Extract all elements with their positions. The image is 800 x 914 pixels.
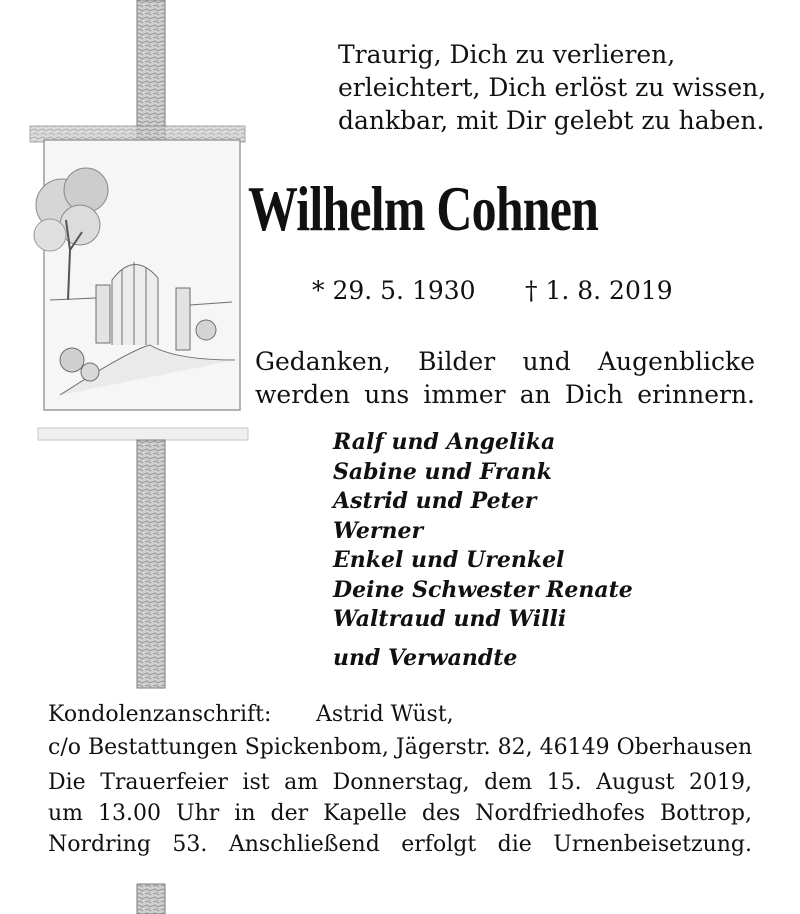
birth-date: * 29. 5. 1930 [312,276,476,305]
funeral-line: um 13.00 Uhr in der Kapelle des Nordfriedhofes Bottrop, [48,801,752,826]
condolence-name: Astrid Wüst, [316,702,454,727]
survivor-item: Werner [333,517,424,544]
survivor-item: Waltraud und Willi [333,606,567,632]
funeral-line: Nordring 53. Anschließend erfolgt die Urnenbeisetzung. [48,832,752,857]
memory-text [255,345,755,411]
quote-line: erleichtert, Dich erlöst zu wissen, [338,73,767,102]
condolence-address [48,698,752,764]
deceased-name: Wilhelm Cohnen [248,173,599,244]
death-date: † 1. 8. 2019 [525,276,673,305]
survivor-item: Sabine und Frank [333,458,552,485]
survivor-item: und Verwandte [333,644,518,671]
survivors-list [333,428,633,673]
funeral-notice [48,767,752,860]
cross-beam-bottom [137,440,165,688]
survivor-item: Enkel und Urenkel [333,547,565,573]
survivor-item: Astrid und Peter [333,488,537,514]
quote [338,38,766,137]
condolence-label: Kondolenzanschrift: [48,702,272,727]
cross-beam-foot [137,884,165,914]
survivor-item: Deine Schwester Renate [333,576,633,603]
condolence-street: c/o Bestattungen Spickenbom, Jägerstr. 82, 46149 Oberhausen [48,735,753,760]
memory-line: Gedanken, Bilder und Augenblicke [255,347,755,376]
survivor-item: Ralf und Angelika [333,429,556,455]
funeral-line: Die Trauerfeier ist am Donnerstag, dem 15. August 2019, [48,770,752,795]
quote-line: Traurig, Dich zu verlieren, [338,40,676,69]
quote-line: dankbar, mit Dir gelebt zu haben. [338,106,765,135]
memory-line: werden uns immer an Dich erinnern. [255,380,755,409]
